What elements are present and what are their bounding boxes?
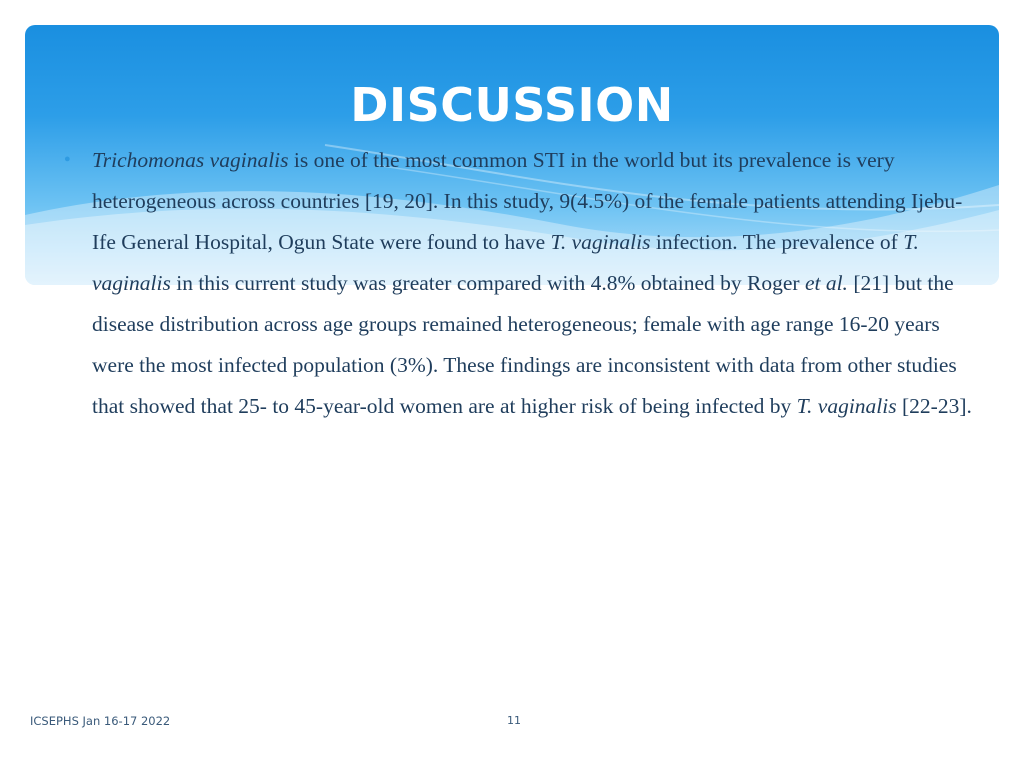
species-name-italic: Trichomonas vaginalis [92,148,289,172]
species-name-italic: T. vaginalis [550,230,651,254]
paragraph-text: is one of the most common STI in the world but its prevalence is very heterogeneous across countries [19, 20]. In this study, 9(4.5%) of the female patients attending Ijebu-Ife General Hospital, Ogun State were found to have [92,148,963,254]
paragraph-text: [22-23]. [896,394,972,418]
species-name-italic: T. vaginalis [92,230,919,295]
paragraph-text: infection. The prevalence of [650,230,904,254]
footer-event-label: ICSEPHS Jan 16-17 2022 [30,714,171,728]
paragraph-text: [21] but the disease distribution across age groups remained heterogeneous; female with age range 16-20 years were the most infected population (3%). These findings are inconsistent with data from other studies that showed that 25- to 45-year-old women are at higher risk of being infected by [92,271,957,418]
bullet-icon: ● [64,153,71,165]
citation-italic: et al. [804,271,848,295]
slide-title: DISCUSSION [350,78,674,132]
species-name-italic: T. vaginalis [796,394,897,418]
discussion-paragraph [92,140,972,427]
paragraph-text: in this current study was greater compared with 4.8% obtained by Roger [170,271,805,295]
page-number: 11 [507,714,521,727]
